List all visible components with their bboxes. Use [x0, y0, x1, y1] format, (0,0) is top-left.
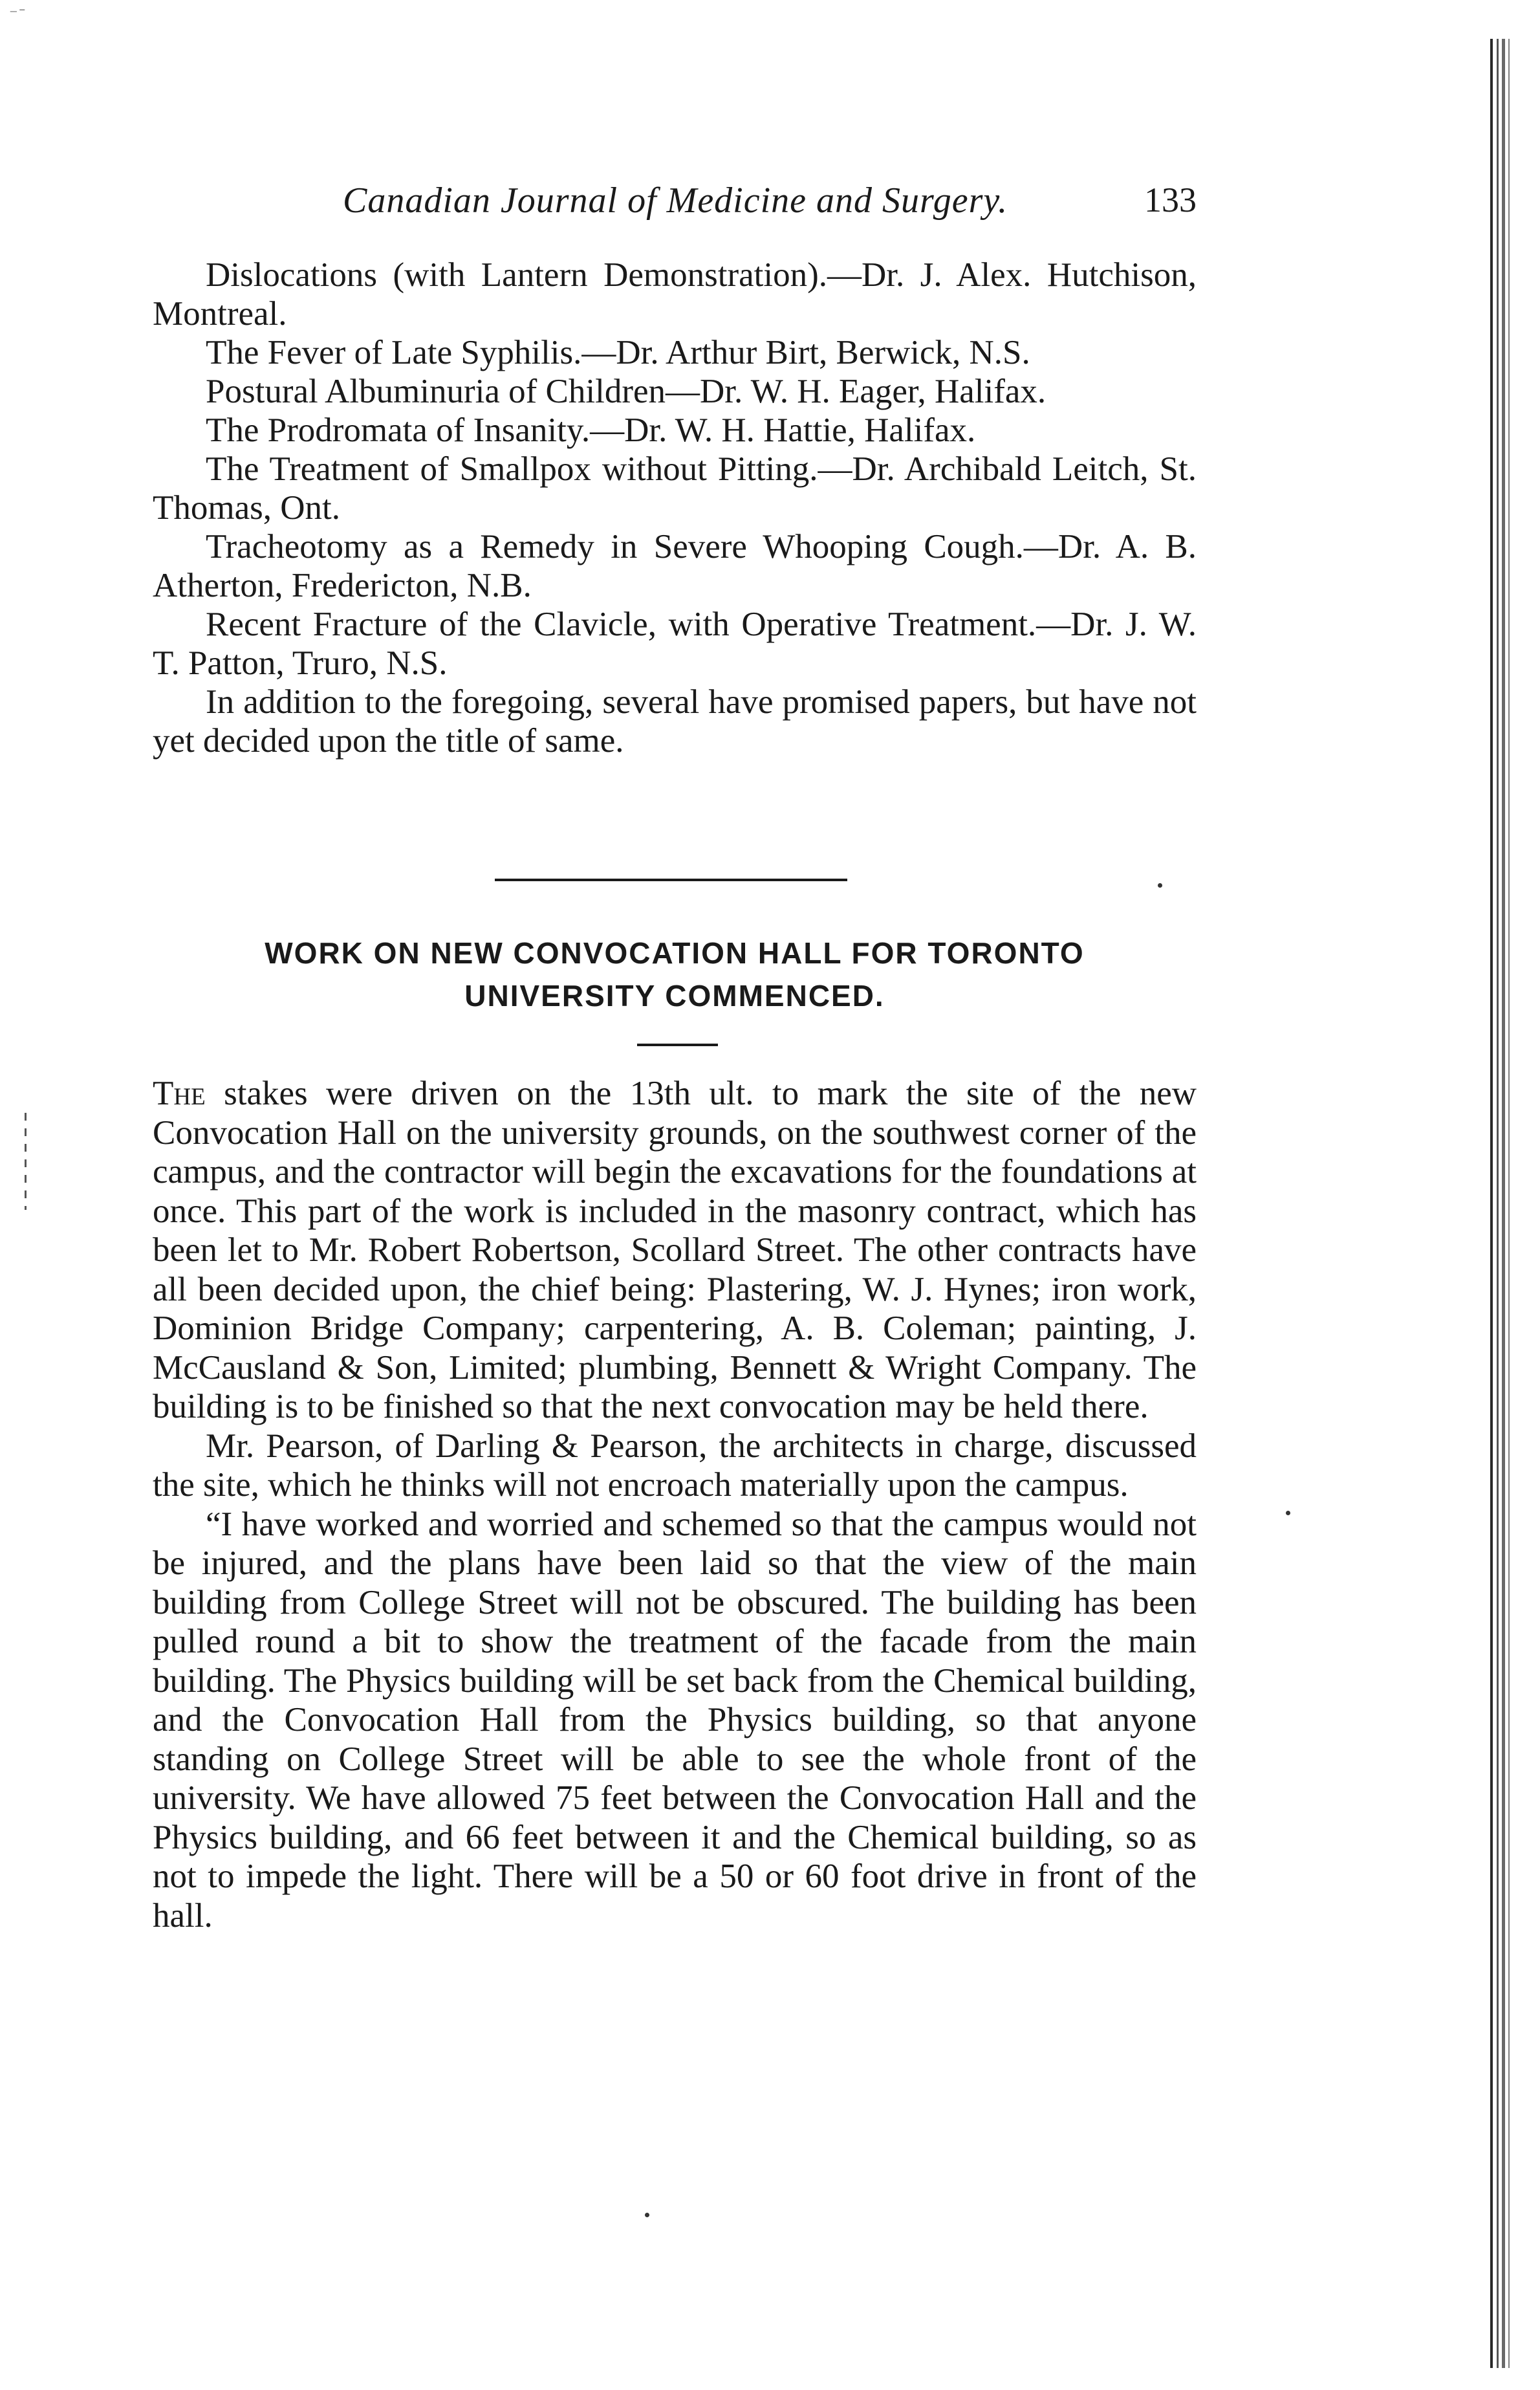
edge-line	[1490, 39, 1493, 2368]
edge-line	[1508, 39, 1510, 2368]
page-edge-shadow	[1488, 39, 1520, 2368]
scan-speck	[645, 2213, 649, 2217]
article-headline	[153, 932, 1197, 1017]
opening-word: The	[153, 1075, 206, 1112]
list-item: The Prodromata of Insanity.—Dr. W. H. Hattie, Halifax.	[206, 411, 976, 449]
list-item: The Treatment of Smallpox without Pitting.—Dr. Archibald Leitch, St. Thomas, Ont.	[153, 450, 1197, 527]
list-item: The Fever of Late Syphilis.—Dr. Arthur Birt, Berwick, N.S.	[206, 334, 1030, 371]
headline-line: UNIVERSITY COMMENCED.	[464, 979, 885, 1013]
list-item: Tracheotomy as a Remedy in Severe Whooping Cough.—Dr. A. B. Atherton, Fredericton, N.B.	[153, 528, 1197, 604]
edge-line	[1497, 39, 1499, 2368]
scan-speck	[1286, 1511, 1290, 1515]
list-item: Postural Albuminuria of Children—Dr. W. H. Eager, Halifax.	[206, 373, 1047, 410]
article-paragraph: Mr. Pearson, of Darling & Pearson, the architects in charge, discussed the site, which he thinks will not encroach materially upon the campus.	[153, 1427, 1197, 1504]
list-item: Recent Fracture of the Clavicle, with Operative Treatment.—Dr. J. W. T. Patton, Truro, N.S.	[153, 606, 1197, 682]
paper-list	[153, 256, 1197, 760]
article-body	[153, 1074, 1197, 1935]
headline-line: WORK ON NEW CONVOCATION HALL FOR TORONTO	[265, 936, 1085, 970]
running-title: Canadian Journal of Medicine and Surgery.	[343, 181, 1008, 221]
section-divider	[495, 879, 847, 881]
corner-scan-mark: ⁻ ̄	[9, 5, 23, 24]
list-item: In addition to the foregoing, several have promised papers, but have not yet decided upon the title of same.	[153, 683, 1197, 760]
edge-line	[1502, 39, 1505, 2368]
margin-scan-mark	[25, 1113, 27, 1210]
list-item: Dislocations (with Lantern Demonstration).—Dr. J. Alex. Hutchison, Montreal.	[153, 256, 1197, 333]
article-paragraph: “I have worked and worried and schemed so that the campus would not be injured, and the plans have been laid so that the view of the main building from College Street will not be obscured. The building has been pulled round a bit to show the treatment of the facade from the main building. The Physics building will be set back from the Chemical building, and the Convocation Hall from the Physics building, so that anyone standing on College Street will be able to see the whole front of the university. We have allowed 75 feet between the Convocation Hall and the Physics building, and 66 feet between it and the Chemical building, so as not to impede the light. There will be a 50 or 60 foot drive in front of the hall.	[153, 1505, 1197, 1935]
article-paragraph	[153, 1074, 1197, 1427]
headline-rule	[637, 1044, 718, 1046]
page-number: 133	[1144, 181, 1197, 219]
running-header	[343, 180, 1197, 232]
paragraph-text: stakes were driven on the 13th ult. to mark the site of the new Convocation Hall on the university grounds, on the southwest corner of the campus, and the contractor will begin the excavations for the foundations at once. This part of the work is included in the masonry contract, which has been let to Mr. Robert Robertson, Scollard Street. The other contracts have all been decided upon, the chief being: Plastering, W. J. Hynes; iron work, Dominion Bridge Company; carpentering, A. B. Coleman; painting, J. McCausland & Son, Limited; plumbing, Bennett & Wright Company. The building is to be finished so that the next convocation may be held there.	[153, 1075, 1197, 1425]
scan-speck	[1158, 883, 1162, 888]
